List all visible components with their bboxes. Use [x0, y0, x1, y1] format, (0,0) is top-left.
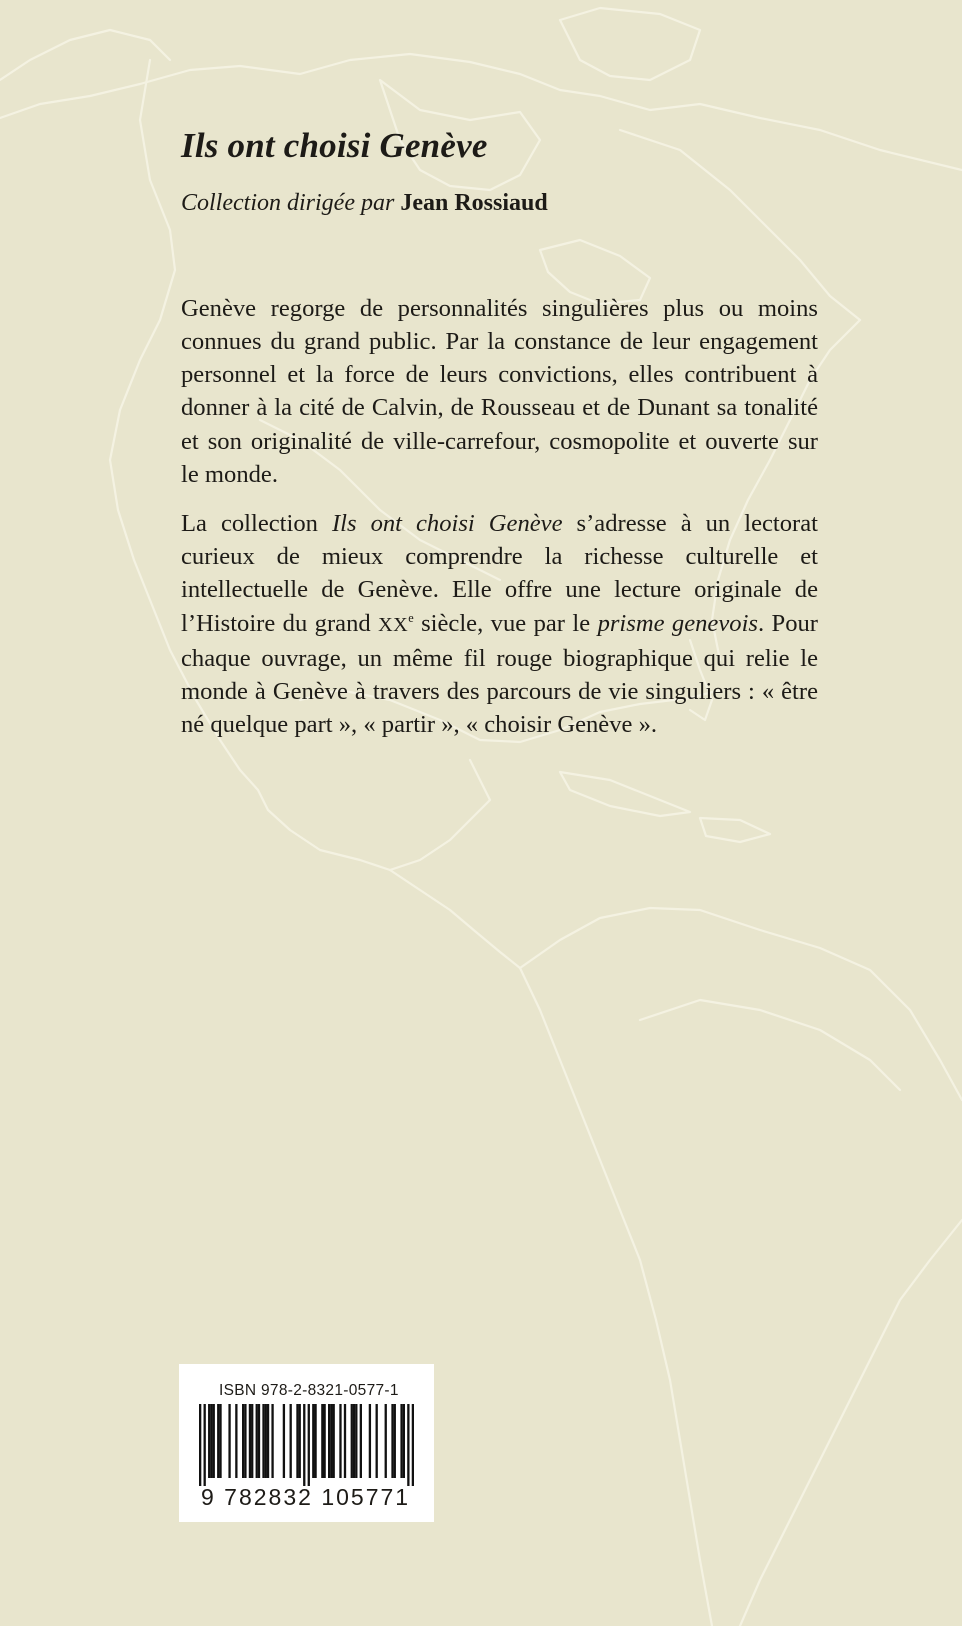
paragraph-2-prism: prisme genevois [597, 609, 758, 637]
paragraph-2-text-c: siècle, vue par le [413, 609, 598, 637]
barcode-bar [323, 1404, 325, 1478]
barcode-bar [296, 1404, 298, 1478]
paragraph-2-text-b: s’adresse à un lectorat curieux de mieux comprendre la richesse culturelle et intellectuelle de Genève. Elle offre une lecture originale de l’Histoire du grand [181, 510, 818, 637]
barcode-bar [235, 1404, 237, 1478]
isbn-barcode [179, 1364, 434, 1522]
paragraph-2-text-a: La collection [181, 510, 332, 538]
collection-editor-line [181, 189, 818, 218]
barcode-bar [400, 1404, 402, 1478]
barcode-bar [251, 1404, 253, 1478]
barcode-bar [303, 1404, 305, 1486]
barcode-bar [258, 1404, 260, 1478]
barcode-bar [290, 1404, 292, 1478]
barcode-bar [339, 1404, 341, 1478]
barcode-bar [333, 1404, 335, 1478]
barcode-bar [314, 1404, 316, 1478]
barcode-bar [210, 1404, 212, 1478]
barcode-bar [219, 1404, 221, 1478]
barcode-bar [208, 1404, 210, 1478]
series-title: Ils ont choisi Genève [181, 126, 488, 165]
barcode-bar [407, 1404, 409, 1486]
barcode-bar [330, 1404, 332, 1478]
barcode-bar [312, 1404, 314, 1478]
barcode-bar [271, 1404, 273, 1478]
barcode-bar [213, 1404, 215, 1478]
barcode-bar [283, 1404, 285, 1478]
barcode-bar [308, 1404, 310, 1486]
barcode-bar [360, 1404, 362, 1478]
barcode-bar [228, 1404, 230, 1478]
map-outline-alaska [0, 30, 170, 80]
barcode-bar [403, 1404, 405, 1478]
map-outline-mexico-west [220, 740, 390, 870]
isbn-label: ISBN 978-2-8321-0577-1 [219, 1382, 399, 1399]
barcode-bar [385, 1404, 387, 1478]
barcode-bars [199, 1404, 414, 1486]
barcode-bar [355, 1404, 357, 1478]
barcode-bar [199, 1404, 201, 1486]
barcode-bar [217, 1404, 219, 1478]
barcode-bar [242, 1404, 244, 1478]
text-block [181, 125, 818, 741]
barcode-digits: 9 782832 105771 [201, 1484, 411, 1510]
barcode-bar [249, 1404, 251, 1478]
barcode-bar [369, 1404, 371, 1478]
barcode-bar [376, 1404, 378, 1478]
barcode-bar [412, 1404, 414, 1486]
map-outline-south-america-east [740, 1220, 962, 1626]
century-superscript: e [408, 610, 414, 625]
map-outline-south-america-west [520, 968, 712, 1626]
barcode-bar [265, 1404, 267, 1478]
paragraph-2-text-d: . Pour chaque ouvrage, un même fil rouge biographique qui relie le monde à Genève à travers des parcours de vie singuliers : « être né quelque part », « partir », « choisir Genève ». [181, 609, 818, 739]
map-outline-hispaniola [700, 818, 770, 842]
barcode-bar [256, 1404, 258, 1478]
map-outline-south-america-north [520, 908, 962, 1100]
barcode-bar [262, 1404, 264, 1478]
barcode-bar [351, 1404, 353, 1478]
map-outline-greenland [560, 8, 700, 80]
barcode-bar [391, 1404, 393, 1478]
map-outline-yucatan [390, 760, 490, 870]
description-paragraph-1: Genève regorge de personnalités singulières plus ou moins connues du grand public. Par la constance de leur engagement personnel et la force de leurs convictions, elles contribuent à donner à la cité de Calvin, de Rousseau et de Dunant sa tonalité et son originalité de ville-carrefour, cosmopolite et ouverte sur le monde. [181, 294, 818, 488]
map-outline-amazon [640, 1000, 900, 1090]
barcode-bar [328, 1404, 330, 1478]
barcode-bar [394, 1404, 396, 1478]
map-outline-cuba [560, 772, 690, 816]
century-roman-numeral: XX [378, 613, 409, 636]
collection-editor-prefix: Collection dirigée par [181, 190, 395, 216]
map-outline-central-america [390, 870, 520, 968]
paragraph-2-series-name: Ils ont choisi Genève [331, 510, 563, 538]
barcode-bar [267, 1404, 269, 1478]
barcode-bar [204, 1404, 206, 1486]
barcode-bar [299, 1404, 301, 1478]
barcode-bar [244, 1404, 246, 1478]
barcode-bar [321, 1404, 323, 1478]
barcode-bar [344, 1404, 346, 1478]
collection-editor-name: Jean Rossiaud [400, 190, 548, 216]
description-paragraph-2 [181, 507, 818, 741]
barcode-bar [353, 1404, 355, 1478]
